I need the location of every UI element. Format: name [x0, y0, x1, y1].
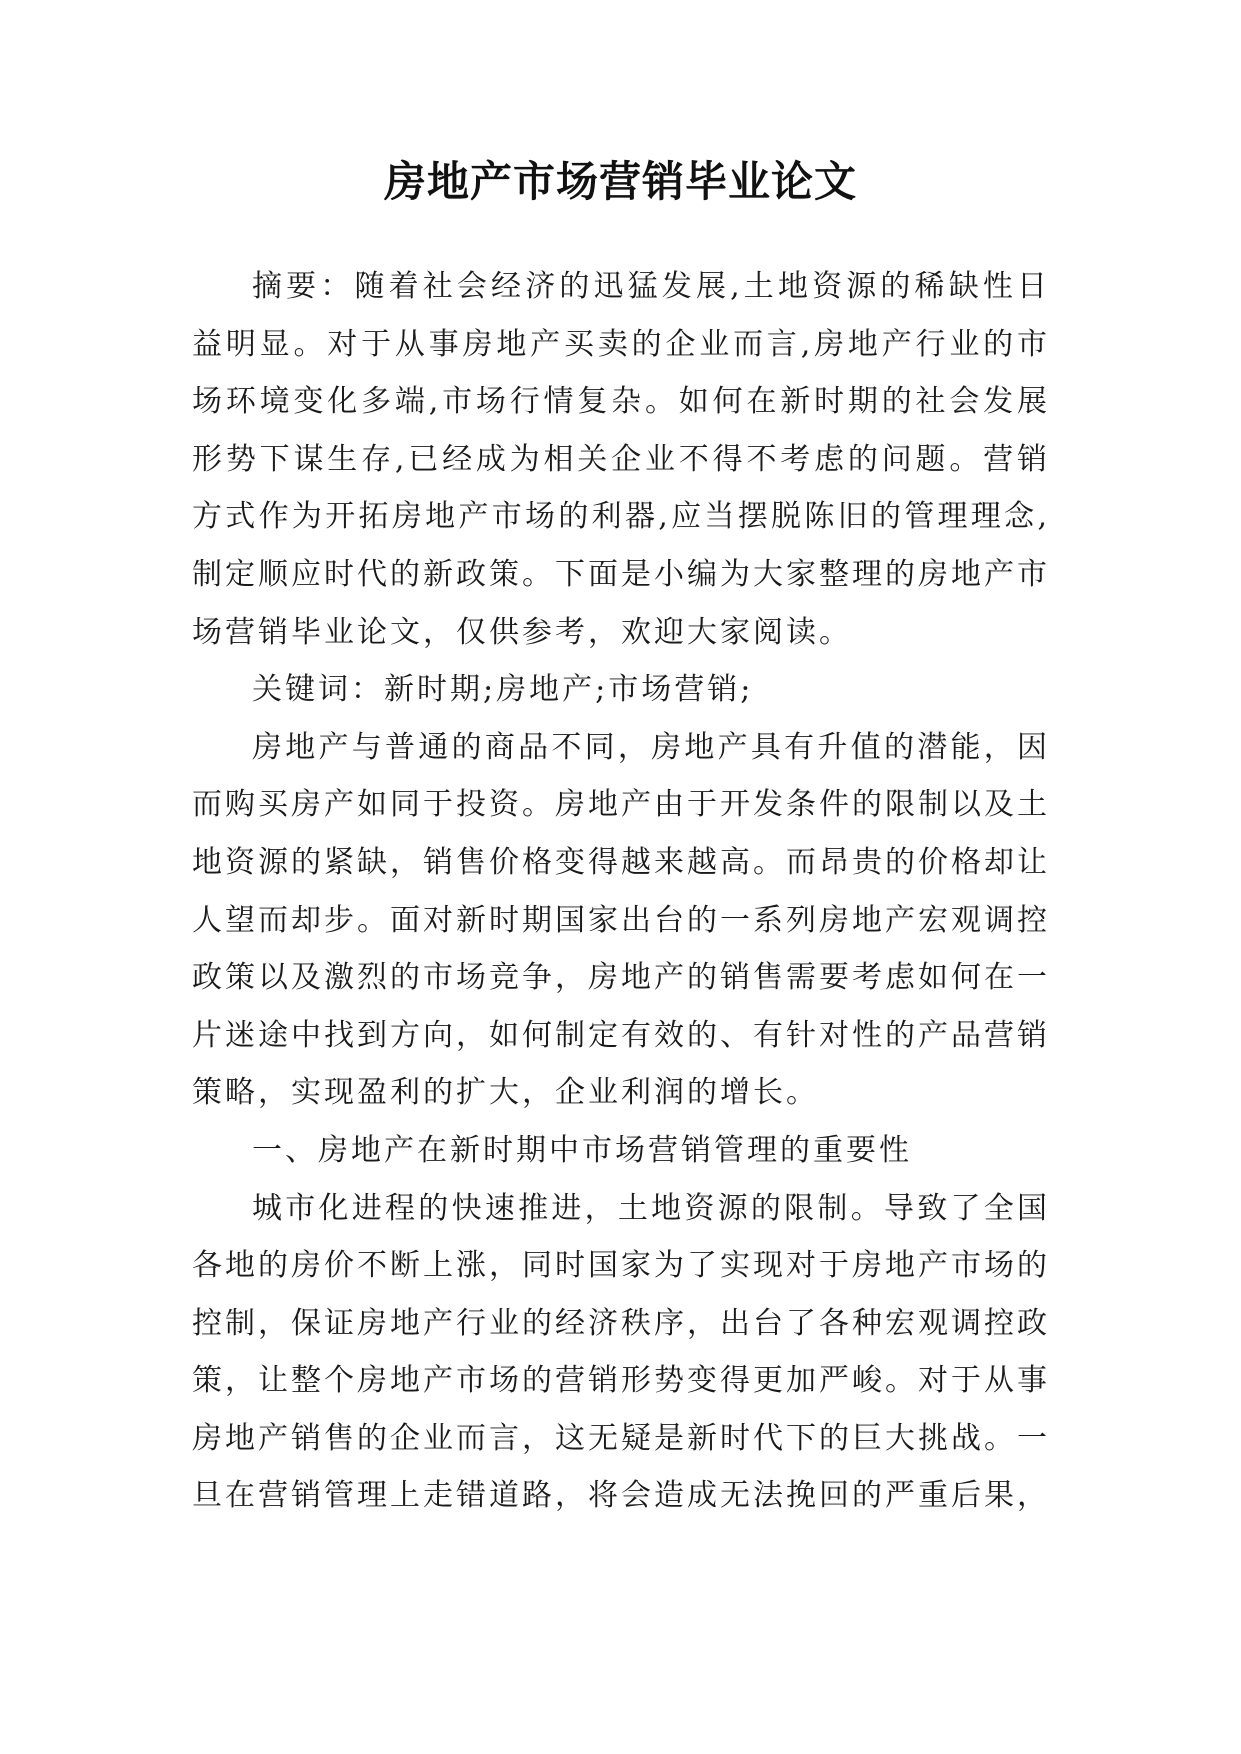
keywords-paragraph: 关键词：新时期;房地产;市场营销;: [252, 672, 754, 708]
document-title: 房地产市场营销毕业论文: [383, 157, 857, 206]
document-body: [192, 258, 1050, 1525]
section-heading: 一、房地产在新时期中市场营销管理的重要性: [252, 1132, 912, 1168]
intro-paragraph: 房地产与普通的商品不同，房地产具有升值的潜能，因而购买房产如同于投资。房地产由于开发条件的限制以及土地资源的紧缺，销售价格变得越来越高。而昂贵的价格却让人望而却步。面对新时期国家出台的一系列房地产宏观调控政策以及激烈的市场竞争，房地产的销售需要考虑如何在一片迷途中找到方向，如何制定有效的、有针对性的产品营销策略，实现盈利的扩大，企业利润的增长。: [192, 729, 1050, 1111]
section-paragraph: 城市化进程的快速推进，土地资源的限制。导致了全国各地的房价不断上涨，同时国家为了实现对于房地产市场的控制，保证房地产行业的经济秩序，出台了各种宏观调控政策，让整个房地产市场的营销形势变得更加严峻。对于从事房地产销售的企业而言，这无疑是新时代下的巨大挑战。一旦在营销管理上走错道路，将会造成无法挽回的严重后果，: [192, 1190, 1050, 1514]
abstract-paragraph: 摘要：随着社会经济的迅猛发展,土地资源的稀缺性日益明显。对于从事房地产买卖的企业而言,房地产行业的市场环境变化多端,市场行情复杂。如何在新时期的社会发展形势下谋生存,已经成为相关企业不得不考虑的问题。营销方式作为开拓房地产市场的利器,应当摆脱陈旧的管理理念,制定顺应时代的新政策。下面是小编为大家整理的房地产市场营销毕业论文，仅供参考，欢迎大家阅读。: [192, 269, 1050, 650]
